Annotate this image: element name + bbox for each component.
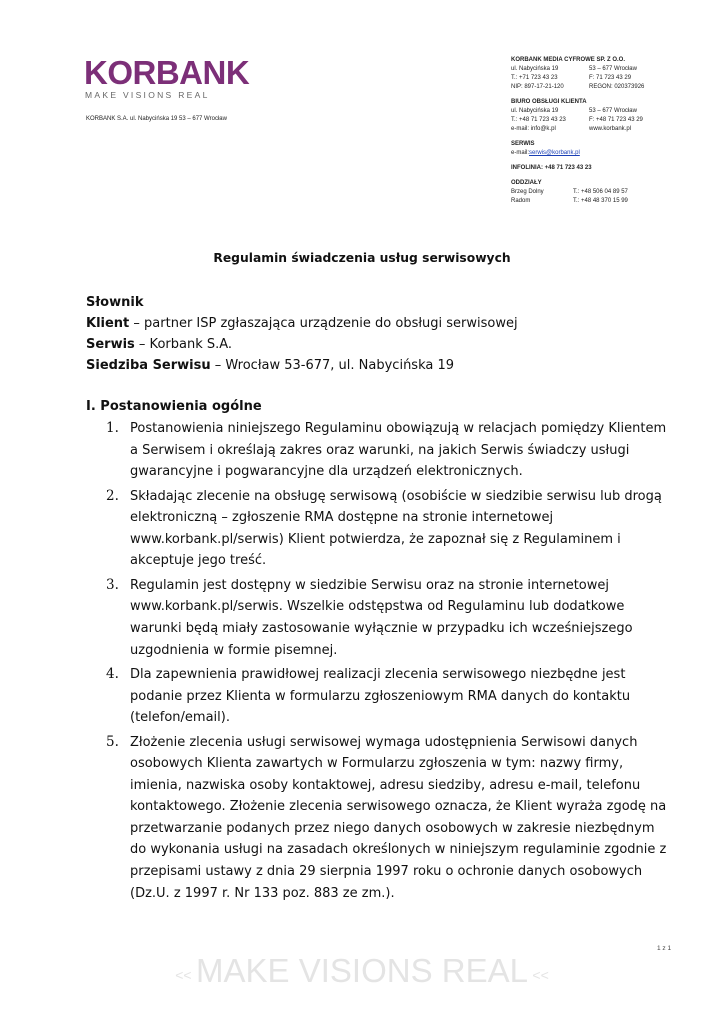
branch-phone: T.: +48 48 370 15 99 (573, 198, 628, 204)
glossary-definition: – partner ISP zgłaszająca urządzenie do obsługi serwisowej (129, 316, 518, 331)
office-name: BIURO OBSŁUGI KLIENTA (511, 99, 587, 105)
provision-item (106, 486, 662, 572)
page-number: 1 z 1 (657, 945, 672, 952)
office-city: 53 – 677 Wrocław (589, 108, 637, 114)
glossary-entry (86, 334, 518, 355)
company-section (511, 56, 691, 92)
document-title: Regulamin świadczenia usług serwisowych (213, 251, 511, 265)
provision-line: Dla zapewnienia prawidłowej realizacji zlecenia serwisowego niezbędne jest (130, 666, 626, 682)
logo-tagline: MAKE VISIONS REAL (85, 90, 210, 100)
provision-line: a Serwisem i określają zakres oraz warunki, na jakich Serwis świadczy usługi (130, 442, 630, 458)
provisions-list (106, 418, 667, 907)
provision-item (106, 575, 646, 661)
provision-line: (telefon/email). (130, 710, 230, 726)
office-email: e-mail: info@k.pl (511, 126, 556, 132)
glossary-definition: – Korbank S.A. (134, 337, 233, 352)
company-street: ul. Nabycińska 19 (511, 66, 559, 72)
logo-wordmark: KORBANK (84, 54, 250, 91)
provision-item (106, 418, 667, 483)
glossary-entry (86, 313, 518, 334)
company-name: KORBANK MEDIA CYFROWE SP. Z O.O. (511, 57, 626, 63)
provision-item (106, 664, 646, 729)
provision-line: uzgodnienia w formie pisemnej. (130, 642, 338, 658)
provision-line: osobowych Klienta zawartych w Formularzu zgłoszenia w tym: nazwy firmy, (130, 756, 624, 772)
provision-line: akceptuje jego treść. (130, 553, 267, 569)
glossary-term: Serwis (86, 337, 135, 352)
provision-line: Postanowienia niniejszego Regulaminu obowiązują w relacjach pomiędzy Klientem (130, 421, 667, 436)
company-phone: T.: +71 723 43 23 (511, 75, 558, 81)
slogan-text: MAKE VISIONS REAL (196, 952, 528, 989)
branches-section (511, 179, 691, 206)
provision-number: 4. (106, 665, 119, 682)
glossary-heading: Słownik (86, 295, 144, 310)
branches-name: ODDZIAŁY (511, 180, 542, 186)
branch-city: Brzeg Dolny (511, 189, 544, 195)
provision-line: imienia, nazwiska osoby kontaktowej, adresu siedziby, adresu e-mail, telefonu (130, 777, 641, 793)
glossary-definition: – Wrocław 53-677, ul. Nabycińska 19 (210, 358, 455, 373)
provision-line: Złożenie zlecenia usługi serwisowej wymaga udostępnienia Serwisowi danych (130, 734, 638, 750)
service-name: SERWIS (511, 141, 535, 147)
office-web-row (511, 125, 691, 134)
company-city: 53 – 677 Wrocław (589, 66, 637, 72)
office-section (511, 98, 691, 134)
branch-phone: T.: +48 506 04 89 57 (573, 189, 628, 195)
provision-line: przepisami ustawy z dnia 29 sierpnia 1997 roku o ochronie danych osobowych (130, 864, 643, 880)
company-ids-row (511, 83, 691, 92)
contact-block (511, 56, 691, 212)
company-address-row (511, 65, 691, 74)
provision-number: 3. (106, 576, 119, 593)
company-phone-row (511, 74, 691, 83)
service-email-link[interactable]: serwis@korbank.pl (529, 150, 580, 156)
service-email-label: e-mail: (511, 150, 530, 156)
provision-line: gwarancyjne i pogwarancyjne dla urządzeń elektronicznych. (130, 464, 523, 480)
office-phone-row (511, 116, 691, 125)
glossary (86, 292, 518, 376)
service-email-row (511, 149, 691, 158)
provision-text (130, 732, 666, 905)
provision-text (130, 575, 646, 661)
hotline: INFOLINIA: +48 71 723 43 23 (511, 165, 592, 171)
company-nip: NIP: 897-17-21-120 (511, 84, 564, 90)
glossary-term: Siedziba Serwisu (86, 358, 211, 373)
header-address: KORBANK S.A. ul. Nabycińska 19 53 – 677 Wrocław (86, 116, 227, 122)
office-website: www.korbank.pl (589, 126, 632, 132)
provision-number: 2. (106, 487, 119, 504)
chevron-right-icon: << (532, 967, 549, 983)
glossary-term: Klient (86, 316, 130, 331)
office-street: ul. Nabycińska 19 (511, 108, 559, 114)
provision-line: www.korbank.pl/serwis) Klient potwierdza, że zapoznał się z Regulaminem i (130, 531, 621, 547)
branch-city: Radom (511, 198, 531, 204)
section-heading: I. Postanowienia ogólne (86, 399, 262, 414)
provision-line: elektroniczną – zgłoszenie RMA dostępne na stronie internetowej (130, 510, 554, 526)
office-phone: T.: +48 71 723 43 23 (511, 117, 566, 123)
provision-line: Składając zlecenie na obsługę serwisową (osobiście w siedzibie serwisu lub drogą (130, 488, 662, 504)
provision-item (106, 732, 667, 905)
chevron-left-icon: << (175, 967, 192, 983)
footer-slogan (0, 952, 724, 990)
provision-line: do wykonania usługi na zasadach określonych w niniejszym regulaminie zgodnie z (130, 842, 667, 858)
provision-line: www.korbank.pl/serwis. Wszelkie odstępstwa od Regulaminu lub dodatkowe (130, 599, 625, 615)
provision-number: 5. (106, 733, 119, 750)
branch-row (511, 188, 691, 197)
provision-line: przetwarzanie podanych przez niego danych osobowych w zakresie niezbędnym (130, 820, 655, 836)
provision-line: (Dz.U. z 1997 r. Nr 133 poz. 883 ze zm.). (130, 885, 395, 901)
provision-text (130, 664, 646, 729)
provision-number: 1. (106, 420, 119, 436)
provision-line: Regulamin jest dostępny w siedzibie Serwisu oraz na stronie internetowej (130, 577, 609, 593)
office-address-row (511, 107, 691, 116)
company-fax: F: 71 723 43 29 (589, 75, 632, 81)
provision-text (130, 418, 666, 483)
glossary-entry (86, 355, 518, 376)
branch-row (511, 197, 691, 206)
company-regon: REGON: 020373926 (589, 84, 645, 90)
service-section (511, 140, 691, 158)
provision-line: kontaktowego. Złożenie zlecenia serwisowego oznacza, że Klient wyraża zgodę na (130, 799, 667, 815)
provision-line: podanie przez Klienta w formularzu zgłoszeniowym RMA danych do kontaktu (130, 688, 631, 704)
office-fax: F: +48 71 723 43 29 (589, 117, 643, 123)
provision-text (130, 486, 662, 572)
provision-line: warunki będą miały zastosowanie wyłącznie w przypadku ich wcześniejszego (130, 620, 633, 636)
